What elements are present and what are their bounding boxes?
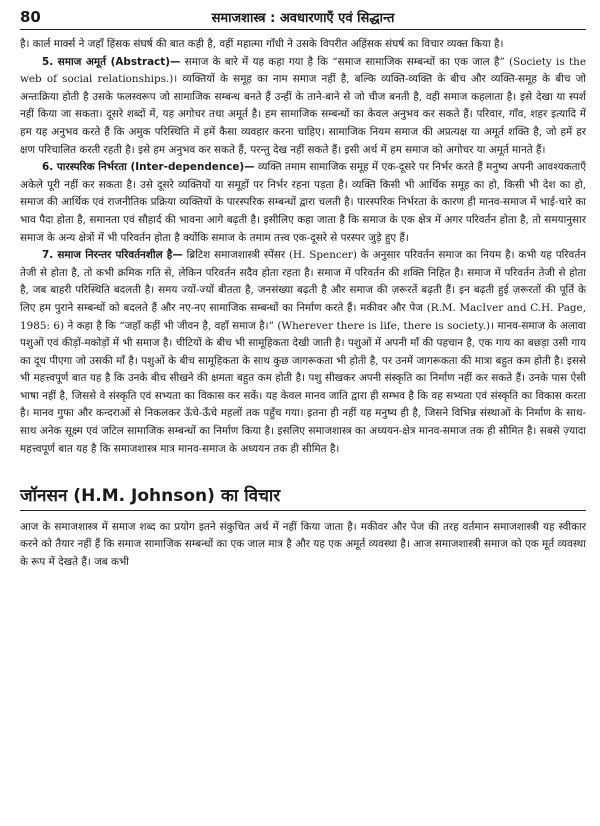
paragraph-item-5 <box>20 54 586 160</box>
paragraph-item-7 <box>20 247 586 458</box>
running-title: समाजशास्त्र : अवधारणाएँ एवं सिद्धान्त <box>211 11 395 26</box>
item-heading-changing: 7. समाज निरन्तर परिवर्तनशील है— <box>42 249 183 262</box>
item-heading-abstract: 5. समाज अमूर्त (Abstract)— <box>42 55 181 68</box>
page-number: 80 <box>20 8 41 26</box>
item-text-interdependence: व्यक्ति तमाम सामाजिक समूह में एक-दूसरे पर निर्भर करते हैं मनुष्य अपनी आवश्यकताएँ अकेले पूरी नहीं कर सकता है। उसे दूसरे व्यक्तियों या समूहों पर निर्भर रहना पड़ता है। व्यक्ति किसी भी आर्थिक समूह का हो, किसी भी देश का हो, समाज की आर्थिक एवं राजनीतिक प्रक्रिया व्यक्तियों के पारस्परिक सम्बन्धों द्वारा चलती है। पारस्परिक निर्भरता के कारण ही मानव-समाज में भाई-चारे का भाव पैदा होता है, समानता एवं सौहार्द की भावना आगे बढ़ती है। इसीलिए कहा जाता है कि समाज के एक क्षेत्र में अगर परिवर्तन होता है, तो समयानुसार समाज के अन्य क्षेत्रों में भी परिवर्तन होता है क्योंकि समाज के तमाम तत्त्व एक-दूसरे से परस्पर जुड़े हुए हैं। <box>20 161 586 244</box>
page-header <box>20 0 586 30</box>
paragraph-item-6 <box>20 159 586 247</box>
body-text <box>20 36 586 572</box>
item-heading-interdependence: 6. पारस्परिक निर्भरता (Inter-dependence)— <box>42 161 255 174</box>
section-heading-johnson: जॉनसन (H.M. Johnson) का विचार <box>20 488 586 511</box>
paragraph-johnson: आज के समाजशास्त्र में समाज शब्द का प्रयोग इतने संकुचित अर्थ में नहीं किया जाता है। मकीवर और पेज की तरह वर्तमान समाजशास्त्री यह स्वीकार करने को तैयार नहीं हैं कि समाज सामाजिक सम्बन्धों का एक जाल मात्र है और यह एक अमूर्त व्यवस्था है। आज समाजशास्त्री समाज को एक मूर्त व्यवस्था के रूप में देखते हैं। जब कभी <box>20 520 586 569</box>
item-text-changing: ब्रिटिश समाजशास्त्री स्पेंसर (H. Spencer) के अनुसार परिवर्तन समाज का नियम है। कभी यह परिवर्तन तेजी से होता है, तो कभी क्रमिक गति से, लेकिन परिवर्तन सदैव होता रहता है। समाज में परिवर्तन की शक्ति निहित है। समाज में परिवर्तन तेजी से होता है, जब बाहरी परिस्थिति बदलती है। समय ज्यों-ज्यों बीतता है, जनसंख्या बढ़ती है और समाज की ज़रूरतें बढ़ती हैं। इन बढ़ती हुई ज़रूरतों की पूर्ति के लिए हम पुराने सम्बन्धों को बदलते हैं और नए-नए सामाजिक सम्बन्धों का निर्माण करते हैं। मकीवर और पेज (R.M. MacIver and C.H. Page, 1985: 6) ने कहा है कि “जहाँ कहीं भी जीवन है, वहाँ समाज है।” (Wherever there is life, there is society.)। मानव-समाज के अलावा पशुओं एवं कीड़ों-मकोड़ों में भी समाज है। चीटियों के बीच भी सामूहिकता देखी जाती है। पशुओं में अपनी माँ की पहचान है, एक गाय का बछड़ा उसी गाय का दूध पीएगा जो उसकी माँ है। पशुओं के बीच सामूहिकता के साथ कुछ जागरूकता भी होती है, पर उनमें जागरूकता की मात्रा बहुत कम होती है। इससे भी महत्त्वपूर्ण बात यह है कि उनके बीच सीखने की क्षमता बहुत कम होती है। पशु सीखकर अपनी संस्कृति का निर्माण नहीं कर सकते हैं। उनके पास ऐसी भाषा नहीं है, जिससे वे संस्कृति एवं सभ्यता का विकास कर सकें। यह केवल मानव जाति द्वारा ही सम्भव है कि वह सभ्यता एवं संस्कृति का विकास करता है। मानव गुफा और कन्दराओं से निकलकर ऊँचे-ऊँचे महलों तक पहुँच गया। इतना ही नहीं यह मनुष्य ही है, जिसने विभिन्न संस्थाओं के निर्माण के साथ-साथ अनेक सूक्ष्म एवं जटिल सामाजिक सम्बन्धों का निर्माण किया है। इसलिए समाजशास्त्र का अध्ययन-क्षेत्र मानव-समाज तक ही सीमित है। सबसे ज़्यादा महत्त्वपूर्ण बात यह है कि समाजशास्त्र मात्र मानव-समाज के अध्ययन तक ही सीमित है। <box>20 249 587 455</box>
item-text-abstract: समाज के बारे में यह कहा गया है कि “समाज सामाजिक सम्बन्धों का एक जाल है” (Society is the web of social relationships.)। व्यक्तियों के समूह का नाम समाज नहीं है, बल्कि व्यक्ति-व्यक्ति के बीच और व्यक्ति-समूह के बीच जो अन्तःक्रिया होती है उसके फलस्वरूप जो सामाजिक सम्बन्ध बनते हैं उन्हीं के ताने-बाने से जो चीज बनती है, वही समाज कहलाता है। इसे देखा या स्पर्श नहीं किया जा सकता। दूसरे शब्दों में, यह अगोचर तथा अमूर्त है। हम सामाजिक सम्बन्धों का केवल अनुभव कर सकते हैं। परिवार, गाँव, शहर इत्यादि में हम यह अनुभव करते हैं कि अमुक परिस्थिति में हमें कैसा व्यवहार करना चाहिए। सामाजिक नियम समाज की अप्रत्यक्ष या अमूर्त शक्ति है, जो हमें हर क्षण परिचालित करती रहती है। इसे हम अनुभव कर सकते हैं, परन्तु देख नहीं सकते हैं। इसी अर्थ में हम समाज को अगोचर या अमूर्त मानते हैं। <box>20 55 586 156</box>
paragraph-intro: है। कार्ल मार्क्स ने जहाँ हिंसक संघर्ष की बात कही है, वहीं महात्मा गाँधी ने उसके विपरीत अहिंसक संघर्ष का विचार व्यक्त किया है। <box>20 38 504 50</box>
